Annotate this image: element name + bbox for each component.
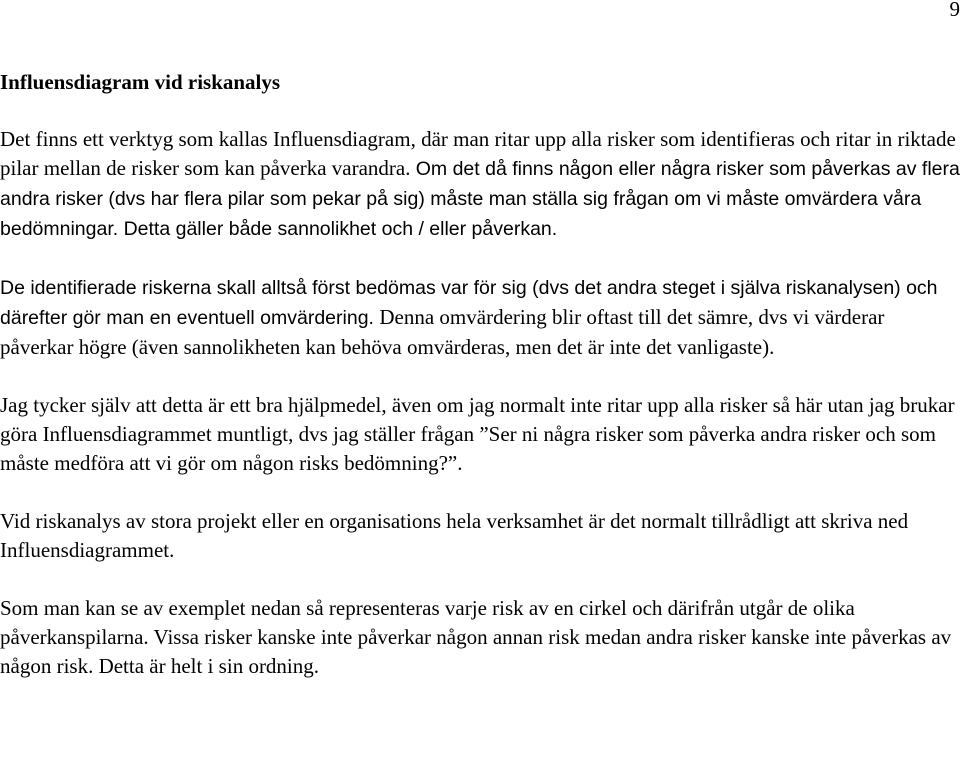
paragraph-1-serif-part: Det finns ett verktyg som kallas Influensdiagram, där man ritar upp alla risker som identifieras och ritar in riktade pilar mellan de risker som kan påverka varandra. xyxy=(0,127,956,180)
paragraph-2 xyxy=(0,273,960,362)
paragraph-3: Jag tycker själv att detta är ett bra hjälpmedel, även om jag normalt inte ritar upp alla risker så här utan jag brukar göra Influensdiagrammet muntligt, dvs jag ställer frågan ”Ser ni några risker som påverka andra risker och som måste medföra att vi gör om någon risks bedömning?”. xyxy=(0,393,955,475)
section-heading: Influensdiagram vid riskanalys xyxy=(0,70,281,94)
paragraph-1 xyxy=(0,125,960,244)
paragraph-4: Vid riskanalys av stora projekt eller en organisations hela verksamhet är det normalt tillrådligt att skriva ned Influensdiagrammet. xyxy=(0,509,909,562)
document-body xyxy=(0,68,960,710)
paragraph-5: Som man kan se av exemplet nedan så representeras varje risk av en cirkel och därifrån utgår de olika påverkanspilarna. Vissa risker kanske inte påverkar någon annan risk medan andra risker kanske inte påverkas av någon risk. Detta är helt i sin ordning. xyxy=(0,596,952,678)
paragraph-1-sans-part: Om det då finns någon eller några risker som påverkas av flera andra risker (dvs har flera pilar som pekar på sig) måste man ställa sig frågan om vi måste omvärdera våra bedömningar. Detta gäller både sannolikhet och / eller påverkan. xyxy=(0,158,960,240)
paragraph-2-serif-part: Denna omvärdering blir oftast till det sämre, dvs vi värderar påverkar högre (även sannolikheten kan behöva omvärderas, men det är inte det vanligaste). xyxy=(0,305,885,359)
paragraph-2-sans-part: De identifierade riskerna skall alltså först bedömas var för sig (dvs det andra steget i själva riskanalysen) och därefter gör man en eventuell omvärdering. xyxy=(0,277,938,329)
page-number: 9 xyxy=(949,0,960,21)
